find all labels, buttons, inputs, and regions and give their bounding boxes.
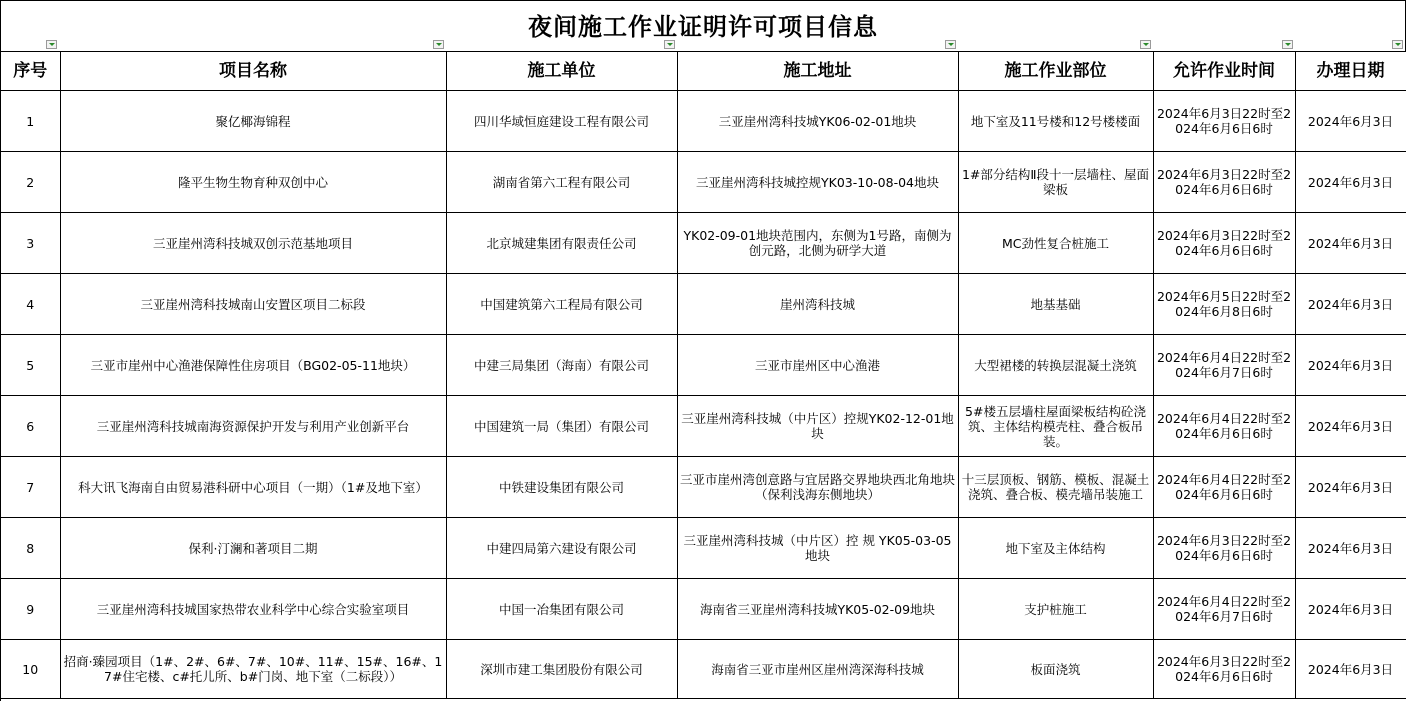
cell-allowed-time[interactable]: 2024年6月3日22时至2024年6月6日6时	[1153, 213, 1295, 274]
column-header-no[interactable]: 序号	[1, 52, 60, 91]
cell-no[interactable]: 1	[1, 91, 60, 152]
cell-no[interactable]: 2	[1, 152, 60, 213]
table-row	[1, 396, 1406, 457]
cell-work-part[interactable]: 1#部分结构Ⅱ段十一层墙柱、屋面梁板	[958, 152, 1153, 213]
title-row	[1, 1, 1406, 52]
cell-contractor[interactable]: 四川华域恒庭建设工程有限公司	[446, 91, 677, 152]
cell-contractor[interactable]: 深圳市建工集团股份有限公司	[446, 640, 677, 699]
cell-work-part[interactable]: 大型裙楼的转换层混凝土浇筑	[958, 335, 1153, 396]
cell-no[interactable]: 7	[1, 457, 60, 518]
table-row	[1, 457, 1406, 518]
cell-allowed-time[interactable]: 2024年6月5日22时至2024年6月8日6时	[1153, 274, 1295, 335]
cell-issue-date[interactable]: 2024年6月3日	[1295, 152, 1406, 213]
column-header-project-name[interactable]: 项目名称	[60, 52, 446, 91]
cell-allowed-time[interactable]: 2024年6月3日22时至2024年6月6日6时	[1153, 152, 1295, 213]
filter-dropdown-icon[interactable]	[1282, 40, 1293, 49]
cell-no[interactable]: 10	[1, 640, 60, 699]
cell-contractor[interactable]: 中铁建设集团有限公司	[446, 457, 677, 518]
column-header-allowed-time[interactable]: 允许作业时间	[1153, 52, 1295, 91]
table-row	[1, 335, 1406, 396]
header-row	[1, 52, 1406, 91]
cell-no[interactable]: 5	[1, 335, 60, 396]
permit-table	[1, 52, 1406, 699]
cell-allowed-time[interactable]: 2024年6月4日22时至2024年6月7日6时	[1153, 579, 1295, 640]
cell-address[interactable]: 三亚市崖州湾创意路与宜居路交界地块西北角地块（保利浅海东侧地块）	[677, 457, 958, 518]
cell-work-part[interactable]: 支护桩施工	[958, 579, 1153, 640]
cell-allowed-time[interactable]: 2024年6月3日22时至2024年6月6日6时	[1153, 640, 1295, 699]
table-row	[1, 213, 1406, 274]
column-header-issue-date[interactable]: 办理日期	[1295, 52, 1406, 91]
cell-issue-date[interactable]: 2024年6月3日	[1295, 640, 1406, 699]
cell-contractor[interactable]: 中国一冶集团有限公司	[446, 579, 677, 640]
cell-allowed-time[interactable]: 2024年6月3日22时至2024年6月6日6时	[1153, 91, 1295, 152]
column-header-work-part[interactable]: 施工作业部位	[958, 52, 1153, 91]
cell-project-name[interactable]: 三亚崖州湾科技城南山安置区项目二标段	[60, 274, 446, 335]
cell-address[interactable]: YK02-09-01地块范围内，东侧为1号路，南侧为创元路，北侧为研学大道	[677, 213, 958, 274]
cell-allowed-time[interactable]: 2024年6月4日22时至2024年6月6日6时	[1153, 457, 1295, 518]
cell-no[interactable]: 4	[1, 274, 60, 335]
filter-dropdown-icon[interactable]	[945, 40, 956, 49]
cell-work-part[interactable]: 板面浇筑	[958, 640, 1153, 699]
column-header-contractor[interactable]: 施工单位	[446, 52, 677, 91]
filter-dropdown-icon[interactable]	[433, 40, 444, 49]
cell-address[interactable]: 海南省三亚崖州湾科技城YK05-02-09地块	[677, 579, 958, 640]
cell-contractor[interactable]: 湖南省第六工程有限公司	[446, 152, 677, 213]
filter-dropdown-icon[interactable]	[46, 40, 57, 49]
cell-issue-date[interactable]: 2024年6月3日	[1295, 396, 1406, 457]
cell-address[interactable]: 三亚市崖州区中心渔港	[677, 335, 958, 396]
cell-project-name[interactable]: 科大讯飞海南自由贸易港科研中心项目（一期）（1#及地下室）	[60, 457, 446, 518]
cell-address[interactable]: 三亚崖州湾科技城YK06-02-01地块	[677, 91, 958, 152]
cell-contractor[interactable]: 中国建筑第六工程局有限公司	[446, 274, 677, 335]
cell-address[interactable]: 海南省三亚市崖州区崖州湾深海科技城	[677, 640, 958, 699]
cell-contractor[interactable]: 北京城建集团有限责任公司	[446, 213, 677, 274]
cell-project-name[interactable]: 三亚崖州湾科技城双创示范基地项目	[60, 213, 446, 274]
cell-work-part[interactable]: 地下室及11号楼和12号楼楼面	[958, 91, 1153, 152]
table-row	[1, 518, 1406, 579]
column-header-address[interactable]: 施工地址	[677, 52, 958, 91]
cell-project-name[interactable]: 三亚崖州湾科技城国家热带农业科学中心综合实验室项目	[60, 579, 446, 640]
cell-work-part[interactable]: MC劲性复合桩施工	[958, 213, 1153, 274]
cell-address[interactable]: 三亚崖州湾科技城（中片区）控规YK02-12-01地块	[677, 396, 958, 457]
cell-project-name[interactable]: 聚亿椰海锦程	[60, 91, 446, 152]
table-row	[1, 91, 1406, 152]
cell-issue-date[interactable]: 2024年6月3日	[1295, 91, 1406, 152]
cell-allowed-time[interactable]: 2024年6月4日22时至2024年6月6日6时	[1153, 396, 1295, 457]
cell-project-name[interactable]: 三亚崖州湾科技城南海资源保护开发与利用产业创新平台	[60, 396, 446, 457]
cell-issue-date[interactable]: 2024年6月3日	[1295, 274, 1406, 335]
table-row	[1, 579, 1406, 640]
cell-issue-date[interactable]: 2024年6月3日	[1295, 457, 1406, 518]
cell-issue-date[interactable]: 2024年6月3日	[1295, 518, 1406, 579]
cell-issue-date[interactable]: 2024年6月3日	[1295, 335, 1406, 396]
table-row	[1, 274, 1406, 335]
cell-project-name[interactable]: 三亚市崖州中心渔港保障性住房项目（BG02-05-11地块）	[60, 335, 446, 396]
cell-contractor[interactable]: 中国建筑一局（集团）有限公司	[446, 396, 677, 457]
cell-contractor[interactable]: 中建四局第六建设有限公司	[446, 518, 677, 579]
filter-dropdown-icon[interactable]	[1140, 40, 1151, 49]
cell-work-part[interactable]: 地基基础	[958, 274, 1153, 335]
cell-no[interactable]: 8	[1, 518, 60, 579]
cell-project-name[interactable]: 保利·汀澜和著项目二期	[60, 518, 446, 579]
sheet-title: 夜间施工作业证明许可项目信息	[528, 11, 878, 41]
cell-work-part[interactable]: 地下室及主体结构	[958, 518, 1153, 579]
cell-address[interactable]: 崖州湾科技城	[677, 274, 958, 335]
filter-dropdown-icon[interactable]	[664, 40, 675, 49]
table-row	[1, 640, 1406, 699]
cell-issue-date[interactable]: 2024年6月3日	[1295, 213, 1406, 274]
cell-contractor[interactable]: 中建三局集团（海南）有限公司	[446, 335, 677, 396]
cell-no[interactable]: 9	[1, 579, 60, 640]
cell-work-part[interactable]: 5#楼五层墙柱屋面梁板结构砼浇筑、主体结构模壳柱、叠合板吊装。	[958, 396, 1153, 457]
filter-dropdown-icon[interactable]	[1392, 40, 1403, 49]
cell-no[interactable]: 6	[1, 396, 60, 457]
cell-allowed-time[interactable]: 2024年6月3日22时至2024年6月6日6时	[1153, 518, 1295, 579]
cell-project-name[interactable]: 隆平生物生物育种双创中心	[60, 152, 446, 213]
cell-issue-date[interactable]: 2024年6月3日	[1295, 579, 1406, 640]
cell-work-part[interactable]: 十三层顶板、钢筋、模板、混凝土浇筑、叠合板、模壳墙吊装施工	[958, 457, 1153, 518]
cell-project-name[interactable]: 招商·臻园项目（1#、2#、6#、7#、10#、11#、15#、16#、17#住宅楼、c#托儿所、b#门岗、地下室（二标段））	[60, 640, 446, 699]
cell-allowed-time[interactable]: 2024年6月4日22时至2024年6月7日6时	[1153, 335, 1295, 396]
cell-address[interactable]: 三亚崖州湾科技城（中片区）控 规 YK05-03-05 地块	[677, 518, 958, 579]
table-row	[1, 152, 1406, 213]
cell-address[interactable]: 三亚崖州湾科技城控规YK03-10-08-04地块	[677, 152, 958, 213]
cell-no[interactable]: 3	[1, 213, 60, 274]
